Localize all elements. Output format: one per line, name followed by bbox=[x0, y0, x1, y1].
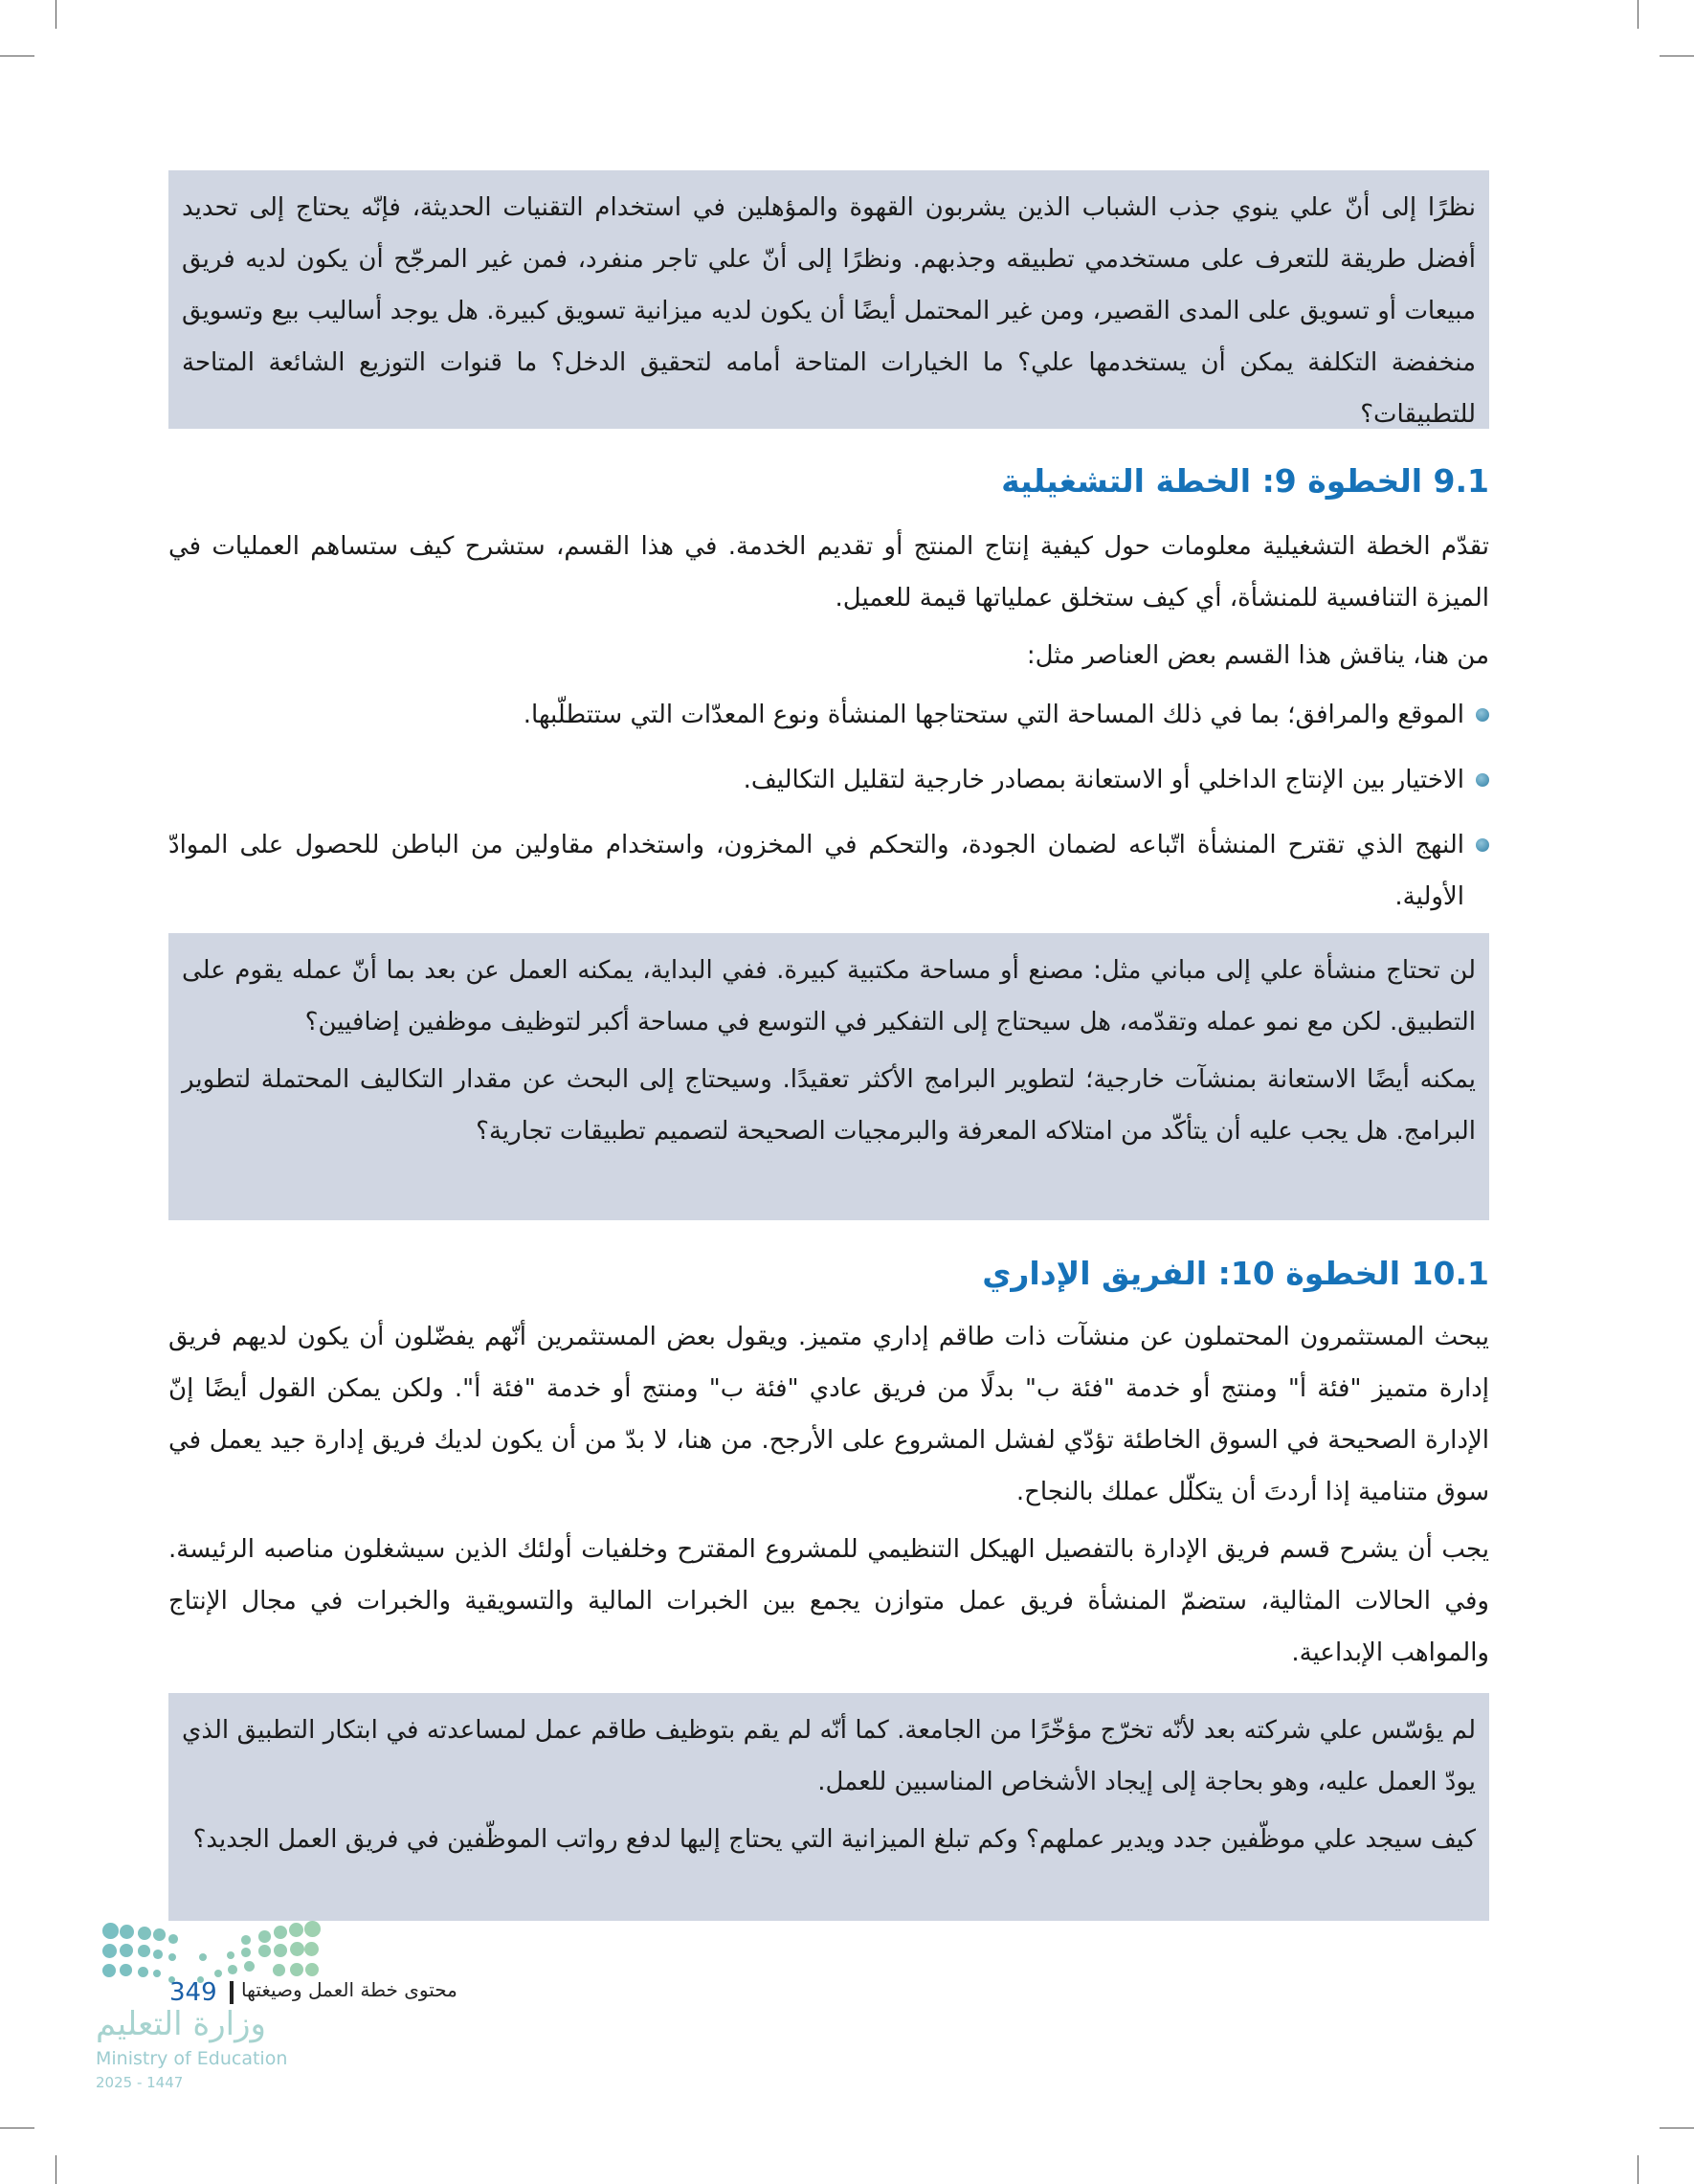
logo-dot bbox=[289, 1923, 303, 1937]
logo-dot bbox=[273, 1964, 285, 1976]
list-item: النهج الذي تقترح المنشأة اتّباعه لضمان الجودة، والتحكم في المخزون، واستخدام مقاولين من الباطن للحصول على الموادّ الأولية. bbox=[168, 819, 1489, 923]
list-item: الاختيار بين الإنتاج الداخلي أو الاستعانة بمصادر خارجية لتقليل التكاليف. bbox=[168, 754, 1489, 806]
logo-dot bbox=[227, 1951, 234, 1959]
logo-dot bbox=[102, 1923, 119, 1939]
case-study-box bbox=[168, 170, 1489, 429]
logo-dot bbox=[199, 1953, 207, 1961]
logo-dot bbox=[241, 1948, 251, 1957]
logo-dot bbox=[120, 1964, 132, 1976]
logo-dot bbox=[304, 1921, 321, 1937]
ministry-name-arabic: وزارة التعليم bbox=[96, 2005, 266, 2043]
edition-year: 2025 - 1447 bbox=[96, 2074, 184, 2091]
logo-dot bbox=[258, 1930, 271, 1943]
logo-dot bbox=[244, 1961, 255, 1972]
logo-dot bbox=[168, 1953, 176, 1961]
section-heading: 10.1 الخطوة 10: الفريق الإداري bbox=[982, 1255, 1489, 1292]
logo-dot bbox=[138, 1927, 151, 1940]
paragraph: من هنا، يناقش هذا القسم بعض العناصر مثل: bbox=[1026, 641, 1489, 670]
list-item: الموقع والمرافق؛ بما في ذلك المساحة التي ستحتاجها المنشأة ونوع المعدّات التي ستتطلّبها. bbox=[168, 689, 1489, 741]
case-study-text: يمكنه أيضًا الاستعانة بمنشآت خارجية؛ لتطوير البرامج الأكثر تعقيدًا. وسيحتاج إلى البحث عن مقدار التكاليف المحتملة لتطوير البرامج. هل يجب عليه أن يتأكّد من امتلاكه المعرفة والبرمجيات الصحيحة لتصميم تطبيقات تجارية؟ bbox=[182, 1065, 1476, 1146]
logo-dot bbox=[304, 1942, 319, 1956]
separator bbox=[230, 1981, 234, 2004]
logo-dot bbox=[120, 1944, 133, 1957]
section-management-team bbox=[168, 1250, 1489, 1684]
page-number: 349 bbox=[169, 1978, 217, 2007]
section-heading: 9.1 الخطوة 9: الخطة التشغيلية bbox=[1001, 462, 1489, 500]
case-study-box bbox=[168, 933, 1489, 1220]
bullet-list bbox=[168, 689, 1489, 923]
logo-dot bbox=[274, 1926, 287, 1939]
logo-dot bbox=[258, 1945, 271, 1957]
logo-dot bbox=[228, 1965, 237, 1974]
chapter-title: محتوى خطة العمل وصيغتها bbox=[241, 1978, 457, 2001]
section-operational-plan bbox=[168, 457, 1489, 936]
logo-dot bbox=[290, 1942, 304, 1956]
case-study-text: لن تحتاج منشأة علي إلى مباني مثل: مصنع أو مساحة مكتبية كبيرة. ففي البداية، يمكنه العمل عن بعد بما أنّ عمله يقوم على التطبيق. لكن مع نمو عمله وتقدّمه، هل سيحتاج إلى التفكير في التوسع في مساحة أكبر لتوظيف موظفين إضافيين؟ bbox=[182, 956, 1476, 1036]
logo-dot bbox=[153, 1928, 166, 1941]
logo-dot bbox=[153, 1970, 161, 1977]
logo-dot bbox=[120, 1925, 134, 1939]
ministry-name-english: Ministry of Education bbox=[96, 2048, 288, 2069]
logo-dot bbox=[138, 1967, 148, 1977]
logo-dot bbox=[153, 1950, 163, 1959]
case-study-text: نظرًا إلى أنّ علي ينوي جذب الشباب الذين يشربون القهوة والمؤهلين في استخدام التقنيات الحديثة، فإنّه يحتاج إلى تحديد أفضل طريقة للتعرف على مستخدمي تطبيقه وجذبهم. ونظرًا إلى أنّ علي تاجر منفرد، فمن غير المرجّح أن يكون لديه فريق مبيعات أو تسويق على المدى القصير، ومن غير المحتمل أيضًا أن يكون لديه ميزانية تسويق كبيرة. هل يوجد أساليب بيع وتسويق منخفضة التكلفة يمكن أن يستخدمها علي؟ ما الخيارات المتاحة أمامه لتحقيق الدخل؟ ما قنوات التوزيع الشائعة المتاحة للتطبيقات؟ bbox=[182, 193, 1476, 429]
logo-dot bbox=[274, 1944, 287, 1957]
logo-dot bbox=[102, 1944, 117, 1958]
paragraph: يجب أن يشرح قسم فريق الإدارة بالتفصيل الهيكل التنظيمي للمشروع المقترح وخلفيات أولئك الذين سيشغلون مناصبه الرئيسة. وفي الحالات المثالية، ستضمّ المنشأة فريق عمل متوازن يجمع بين الخبرات المالية والتسويقية والخبرات في مجال الإنتاج والمواهب الإبداعية. bbox=[168, 1535, 1489, 1667]
bullet-icon bbox=[1476, 773, 1489, 787]
paragraph: يبحث المستثمرون المحتملون عن منشآت ذات طاقم إداري متميز. ويقول بعض المستثمرين أنّهم يفضّلون أن يكون لديهم فريق إدارة متميز "فئة أ" ومنتج أو خدمة "فئة ب" بدلًا من فريق عادي "فئة ب" ومنتج أو خدمة "فئة أ". ولكن يمكن القول أيضًا إنّ الإدارة الصحيحة في السوق الخاطئة تؤدّي لفشل المشروع على الأرجح. من هنا، لا بدّ من أن يكون لديك فريق إدارة جيد يعمل في سوق متنامية إذا أردتَ أن يتكلّل عملك بالنجاح. bbox=[168, 1323, 1489, 1506]
case-study-text: كيف سيجد علي موظّفين جدد ويدير عملهم؟ وكم تبلغ الميزانية التي يحتاج إليها لدفع رواتب الموظّفين في فريق العمل الجديد؟ bbox=[192, 1825, 1476, 1854]
logo-dot bbox=[214, 1970, 222, 1977]
bullet-icon bbox=[1476, 838, 1489, 852]
logo-dot bbox=[241, 1935, 251, 1945]
logo-dot bbox=[138, 1945, 150, 1957]
case-study-text: لم يؤسّس علي شركته بعد لأنّه تخرّج مؤخّرًا من الجامعة. كما أنّه لم يقم بتوظيف طاقم عمل لمساعدته في ابتكار التطبيق الذي يودّ العمل عليه، وهو بحاجة إلى إيجاد الأشخاص المناسبين للعمل. bbox=[182, 1716, 1476, 1796]
page-footer bbox=[96, 1909, 536, 2101]
logo-dot bbox=[305, 1963, 319, 1976]
paragraph: تقدّم الخطة التشغيلية معلومات حول كيفية إنتاج المنتج أو تقديم الخدمة. في هذا القسم، ستشرح كيف ستساهم العمليات في الميزة التنافسية للمنشأة، أي كيف ستخلق عملياتها قيمة للعميل. bbox=[168, 532, 1489, 613]
case-study-box bbox=[168, 1693, 1489, 1921]
logo-dot bbox=[168, 1934, 178, 1944]
logo-dot bbox=[290, 1963, 303, 1976]
bullet-icon bbox=[1476, 708, 1489, 722]
logo-dot bbox=[102, 1964, 116, 1977]
